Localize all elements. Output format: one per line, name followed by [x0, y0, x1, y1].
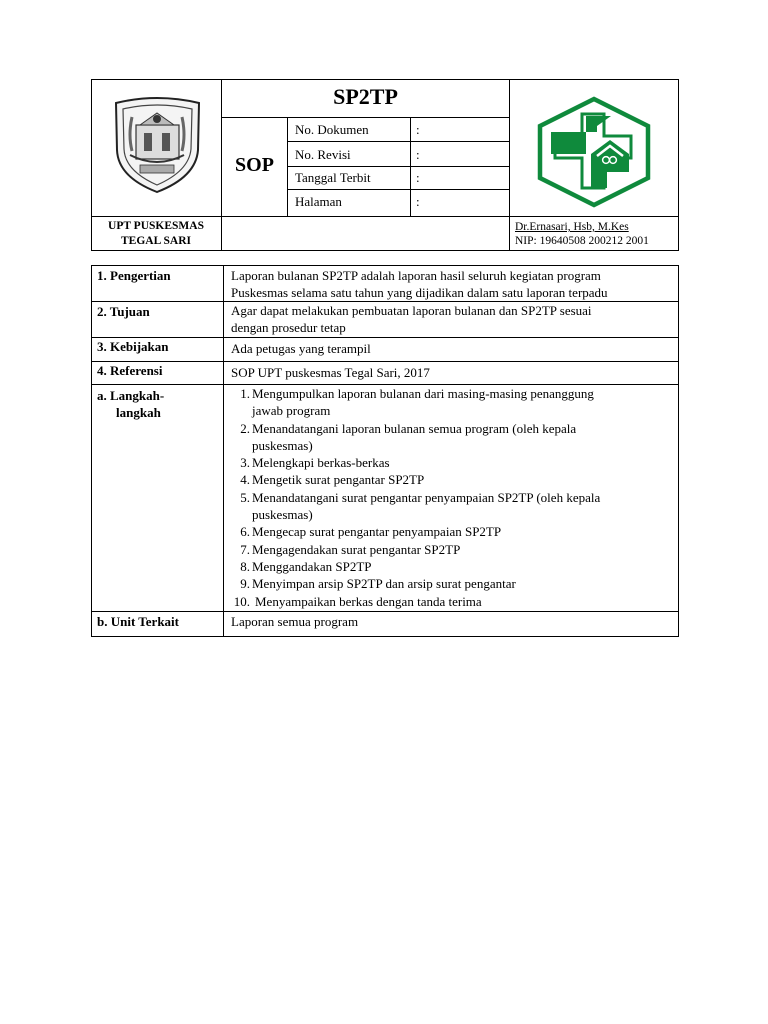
step-text: Menyampaikan berkas dengan tanda terima [255, 593, 482, 609]
steps-list [230, 385, 675, 610]
tujuan-text-line2: dengan prosedur tetap [231, 320, 346, 335]
signer-nip: NIP: 19640508 200212 2001 [515, 235, 649, 247]
step-text: Mengagendakan surat pengantar SP2TP [252, 541, 461, 557]
unit-terkait-text: Laporan semua program [231, 614, 359, 629]
referensi-label: 4. Referensi [97, 363, 163, 378]
step-number: 2. [240, 420, 250, 436]
field-halaman-label: Halaman [295, 194, 342, 209]
document-title: SP2TP [333, 84, 398, 109]
tujuan-label: 2. Tujuan [97, 304, 150, 319]
puskesmas-logo [537, 96, 651, 208]
step-item [230, 593, 675, 610]
referensi-text: SOP UPT puskesmas Tegal Sari, 2017 [231, 365, 430, 380]
step-number: 10. [233, 593, 250, 609]
step-text-cont: jawab program [252, 403, 331, 419]
step-number: 3. [240, 455, 250, 471]
step-text: Menyimpan arsip SP2TP dan arsip surat pengantar [252, 576, 516, 592]
regional-emblem-logo [110, 95, 205, 195]
signer-name: Dr.Ernasari, Hsb, M.Kes [515, 221, 629, 233]
step-number: 7. [240, 541, 250, 557]
step-item [230, 420, 675, 455]
field-halaman-sep: : [416, 194, 420, 209]
tujuan-text-line1: Agar dapat melakukan pembuatan laporan bulanan dan SP2TP sesuai [231, 303, 592, 318]
step-text-cont: puskesmas) [252, 507, 313, 523]
step-item [230, 454, 675, 471]
step-text: Melengkapi berkas-berkas [252, 455, 390, 471]
step-number: 9. [240, 576, 250, 592]
step-item [230, 523, 675, 540]
field-no-revisi-sep: : [416, 147, 420, 162]
step-number: 4. [240, 472, 250, 488]
step-text: Mengetik surat pengantar SP2TP [252, 472, 425, 488]
kebijakan-label: 3. Kebijakan [97, 339, 169, 354]
step-item [230, 489, 675, 524]
field-no-dokumen-label: No. Dokumen [295, 122, 369, 137]
sop-label: SOP [235, 154, 274, 176]
step-number: 5. [240, 489, 250, 505]
field-no-revisi-label: No. Revisi [295, 147, 351, 162]
langkah-label-line1: a. Langkah- [97, 388, 165, 403]
pengertian-text-line1: Laporan bulanan SP2TP adalah laporan hasil seluruh kegiatan program [231, 268, 601, 283]
step-text: Menandatangani surat pengantar penyampaian SP2TP (oleh kepala [252, 489, 601, 505]
step-number: 6. [240, 524, 250, 540]
kebijakan-text: Ada petugas yang terampil [231, 341, 371, 356]
step-text-cont: puskesmas) [252, 437, 313, 453]
step-text: Mengecap surat pengantar penyampaian SP2TP [252, 524, 502, 540]
field-tanggal-terbit-sep: : [416, 170, 420, 185]
langkah-label-line2: langkah [116, 405, 161, 420]
step-number: 8. [240, 558, 250, 574]
pengertian-label: 1. Pengertian [97, 268, 171, 283]
step-text: Menandatangani laporan bulanan semua program (oleh kepala [252, 420, 577, 436]
field-no-dokumen-sep: : [416, 122, 420, 137]
step-item [230, 471, 675, 488]
step-item [230, 575, 675, 592]
pengertian-text-line2: Puskesmas selama satu tahun yang dijadikan dalam satu laporan terpadu [231, 285, 608, 300]
org-name-line1: UPT PUSKESMAS [108, 220, 204, 232]
step-text: Menggandakan SP2TP [252, 558, 372, 574]
step-item [230, 558, 675, 575]
step-item [230, 385, 675, 420]
step-number: 1. [240, 386, 250, 401]
field-tanggal-terbit-label: Tanggal Terbit [295, 170, 371, 185]
unit-terkait-label: b. Unit Terkait [97, 614, 179, 629]
step-text: Mengumpulkan laporan bulanan dari masing-masing penanggung [252, 386, 594, 401]
step-item [230, 541, 675, 558]
org-name-line2: TEGAL SARI [121, 235, 191, 247]
